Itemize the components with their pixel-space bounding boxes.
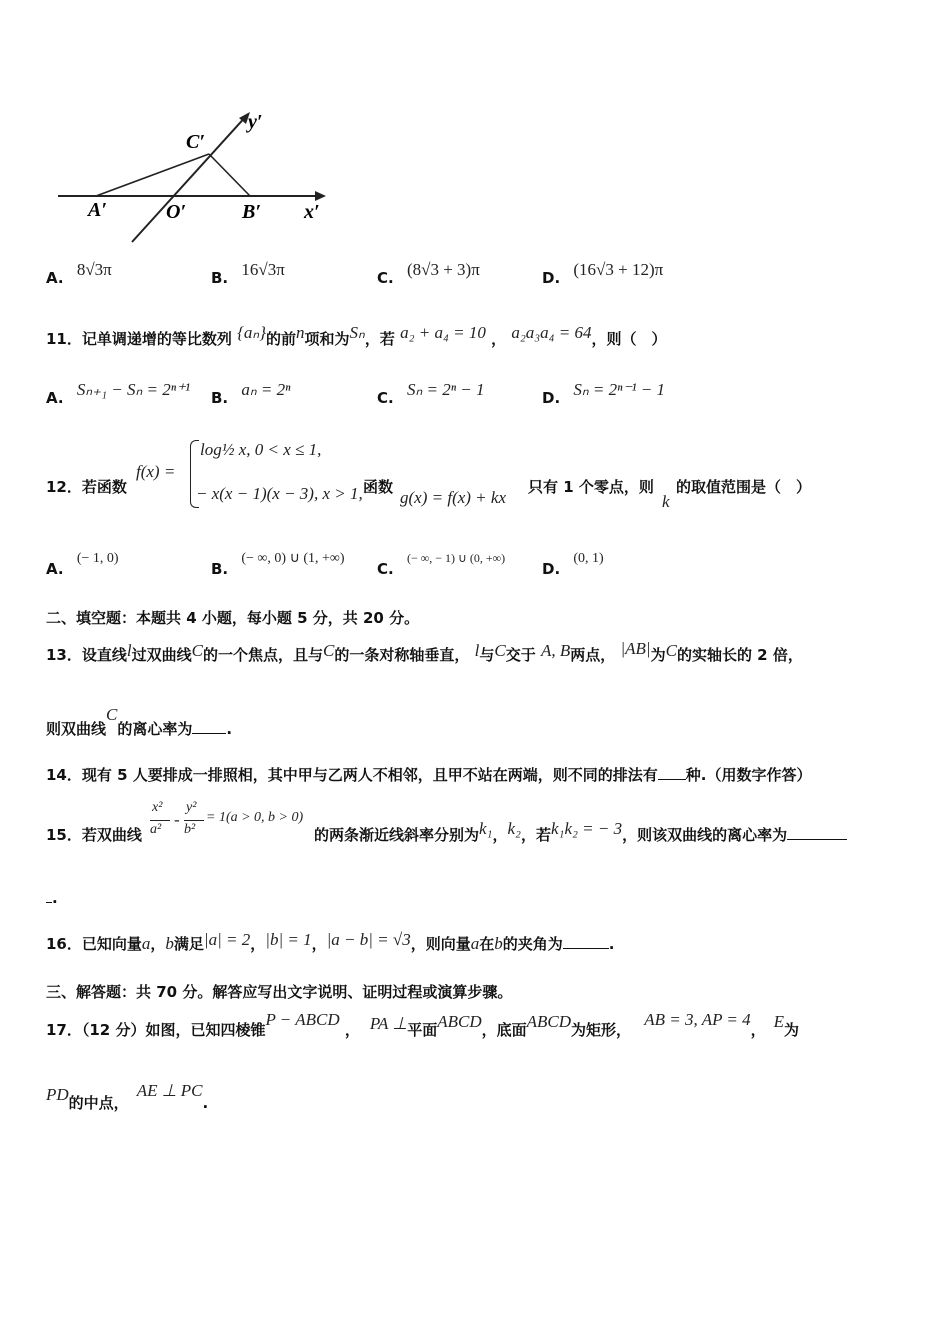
vector-a: a (141, 934, 151, 953)
condition-1: |a| = 2 (203, 930, 251, 949)
question-text: 平面 (407, 1021, 438, 1039)
piecewise-fx: f(x) = (136, 462, 176, 481)
question-text: . (608, 935, 615, 953)
option-letter: B. (211, 560, 229, 578)
math-e: E (773, 1012, 785, 1031)
q12-option-b (211, 551, 345, 579)
math-c: C (323, 641, 335, 660)
question-text: 设直线 (81, 646, 127, 664)
question-number: 12． (46, 478, 82, 496)
question-text: ，若 (364, 330, 395, 348)
question-text: 的一条对称轴垂直， (334, 646, 470, 664)
separator: ， (491, 330, 507, 348)
question-text: 17．（12 分）如图，已知四棱锥 (46, 1021, 266, 1039)
question-text: 项和为 (304, 330, 350, 348)
math-abcd: ABCD (526, 1012, 572, 1031)
question-12-lead (46, 476, 127, 497)
question-text: 已知向量 (81, 935, 142, 953)
math-sn: Sₙ (349, 323, 365, 342)
option-expr: Sₙ = 2ⁿ⁻¹ − 1 (573, 380, 666, 399)
math-c: C (494, 641, 506, 660)
answer-blank[interactable] (658, 765, 686, 780)
question-text: 过双曲线 (131, 646, 192, 664)
option-expr: (− ∞, − 1) ∪ (0, +∞) (406, 551, 506, 565)
option-letter: D. (542, 269, 561, 287)
label-a: A′ (88, 199, 107, 221)
question-15-line-2 (46, 888, 58, 907)
math-l: l (126, 641, 132, 660)
math-abs-ab: |AB| (620, 639, 651, 658)
frac-bar (150, 820, 170, 821)
frac-num-y2: y² (186, 800, 197, 815)
math-l: l (474, 641, 480, 660)
question-text: . (226, 720, 233, 738)
question-text: . (52, 889, 58, 907)
question-text: 的中点， (68, 1094, 129, 1112)
answer-blank[interactable] (192, 719, 226, 734)
minus-sign: - (174, 810, 180, 829)
label-y: y′ (248, 111, 263, 133)
q10-option-b (211, 260, 285, 288)
option-letter: B. (211, 389, 229, 407)
option-letter: A. (46, 389, 64, 407)
condition-1: a₂ + a₄ = 10 (400, 323, 486, 342)
question-text: 两点， (570, 646, 616, 664)
question-text: 的离心率为 (117, 720, 193, 738)
function-g: g(x) = f(x) + kx (400, 488, 506, 507)
question-text: 种.（用数字作答） (685, 766, 812, 784)
question-number: 15． (46, 826, 82, 844)
question-13-line-2 (46, 705, 233, 739)
option-expr: 8√3π (76, 260, 112, 279)
option-expr: Sₙ₊₁ − Sₙ = 2ⁿ⁺¹ (76, 380, 191, 399)
option-expr: Sₙ = 2ⁿ − 1 (406, 380, 485, 399)
q12-option-a (46, 551, 119, 579)
section-3-heading: 三、解答题：共 70 分。解答应写出文字说明、证明过程或演算步骤。 (46, 983, 513, 1001)
question-text: 的一个焦点，且与 (202, 646, 323, 664)
question-16: 16．已知向量a，b满足|a| = 2，|b| = 1，|a − b| = √3，则向量a在b的夹角为 . (46, 930, 615, 953)
question-text: 的两条渐近线斜率分别为 (314, 826, 480, 844)
question-text: 在 (479, 935, 495, 953)
hyperbola-equation (148, 800, 316, 844)
question-text: ，底面 (481, 1021, 527, 1039)
frac-den-a2: a² (150, 822, 162, 837)
question-text: 记单调递增的等比数列 (81, 330, 232, 348)
question-text: 为 (784, 1021, 800, 1039)
condition-3: |a − b| = √3 (326, 930, 411, 949)
question-15-lead (46, 824, 142, 845)
question-14 (46, 764, 811, 785)
math-c: C (106, 705, 118, 724)
x-axis-arrow (315, 191, 326, 201)
question-text: 为矩形， (571, 1021, 632, 1039)
option-expr: (0, 1) (573, 551, 604, 566)
question-number: 13． (46, 646, 82, 664)
condition: k₁k₂ = − 3 (550, 819, 623, 838)
q10-option-c (377, 260, 480, 288)
frac-den-b2: b² (184, 822, 196, 837)
question-13 (46, 639, 803, 665)
label-x: x′ (304, 201, 320, 223)
math-ab: A, B (540, 641, 571, 660)
vector-b: b (165, 934, 174, 953)
question-text: 为 (650, 646, 666, 664)
question-text: 与 (479, 646, 495, 664)
option-expr: (16√3 + 12)π (573, 260, 664, 279)
math-abcd: ABCD (437, 1012, 482, 1031)
q11-option-a (46, 380, 191, 408)
q11-option-b (211, 380, 291, 408)
label-b: B′ (242, 201, 261, 223)
vector-a: a (470, 934, 480, 953)
math-pd: PD (46, 1085, 69, 1104)
question-text: 则双曲线 (46, 720, 107, 738)
option-letter: B. (211, 269, 229, 287)
question-12-tail: 只有 1 个零点，则 (528, 478, 654, 496)
section-2-heading: 二、填空题：本题共 4 小题，每小题 5 分，共 20 分。 (46, 609, 420, 627)
q12-option-d (542, 551, 604, 579)
question-number: 11． (46, 330, 82, 348)
option-letter: C. (377, 389, 394, 407)
q10-option-a (46, 260, 112, 288)
question-text: 若双曲线 (81, 826, 142, 844)
vector-b: b (494, 934, 503, 953)
math-k: k (662, 492, 670, 511)
sequence-symbol: {aₙ} (237, 323, 266, 342)
question-text: 的夹角为 (502, 935, 563, 953)
question-text: ，则该双曲线的离心率为 (622, 826, 788, 844)
answer-blank[interactable] (787, 825, 847, 840)
question-text: ，则向量 (410, 935, 471, 953)
frac-bar (184, 820, 204, 821)
piecewise-case-1: log½ x, 0 < x ≤ 1, (200, 440, 322, 459)
question-text: ，若 (520, 826, 551, 844)
option-letter: D. (542, 389, 561, 407)
option-expr: (− ∞, 0) ∪ (1, +∞) (241, 551, 345, 566)
option-letter: C. (377, 269, 394, 287)
question-text: 交于 (505, 646, 536, 664)
condition: AB = 3, AP = 4 (644, 1010, 751, 1029)
question-11 (46, 323, 667, 349)
condition-2: a₂a₃a₄ = 64 (511, 323, 592, 342)
option-expr: (8√3 + 3)π (406, 260, 480, 279)
question-text: 的前 (266, 330, 297, 348)
option-letter: A. (46, 560, 64, 578)
piecewise-case-2: − x(x − 1)(x − 3), x > 1, (196, 484, 363, 503)
math-k1: k₁ (479, 819, 493, 838)
question-15-tail: 的两条渐近线斜率分别为k₁，k₂，若k₁k₂ = − 3，则该双曲线的离心率为 (314, 824, 847, 845)
option-expr: aₙ = 2ⁿ (241, 380, 291, 399)
option-letter: D. (542, 560, 561, 578)
q11-option-d (542, 380, 666, 408)
math-c: C (191, 641, 203, 660)
question-17-line-2 (46, 1081, 209, 1113)
option-letter: C. (377, 560, 394, 578)
answer-blank[interactable] (563, 934, 609, 949)
segment-c-b (209, 154, 250, 196)
label-c: C′ (186, 131, 205, 153)
question-text: 满足 (173, 935, 204, 953)
question-text: 若函数 (81, 478, 127, 496)
math-k2: k₂ (507, 819, 521, 838)
math-pyramid: P − ABCD (265, 1010, 340, 1029)
oblique-axes-figure (50, 108, 340, 248)
option-letter: A. (46, 269, 64, 287)
question-12-end: 的取值范围是（ ） (676, 478, 812, 496)
question-12-mid: 函数 (363, 478, 394, 496)
math-ae-pc: AE ⊥ PC (136, 1081, 203, 1100)
equation-rest: = 1(a > 0, b > 0) (206, 810, 304, 825)
frac-num-x2: x² (152, 800, 163, 815)
condition-2: |b| = 1 (265, 930, 312, 949)
math-c: C (665, 641, 677, 660)
question-text: ，则（ ） (591, 330, 667, 348)
label-o: O′ (166, 201, 187, 223)
question-text: 的实轴长的 2 倍， (676, 646, 803, 664)
q11-option-c (377, 380, 485, 408)
question-number: 16． (46, 935, 82, 953)
question-text: . (202, 1094, 209, 1112)
q10-option-d (542, 260, 664, 288)
question-text: 14．现有 5 人要排成一排照相，其中甲与乙两人不相邻，且甲不站在两端，则不同的排法有 (46, 766, 658, 784)
math-pa: PA ⊥ (369, 1014, 408, 1033)
math-n: n (296, 323, 305, 342)
question-17: 17．（12 分）如图，已知四棱锥P − ABCD ， PA ⊥平面ABCD，底面ABCD为矩形， AB = 3, AP = 4， E为 (46, 1010, 800, 1039)
option-expr: (− 1, 0) (76, 551, 119, 566)
option-expr: 16√3π (241, 260, 285, 279)
